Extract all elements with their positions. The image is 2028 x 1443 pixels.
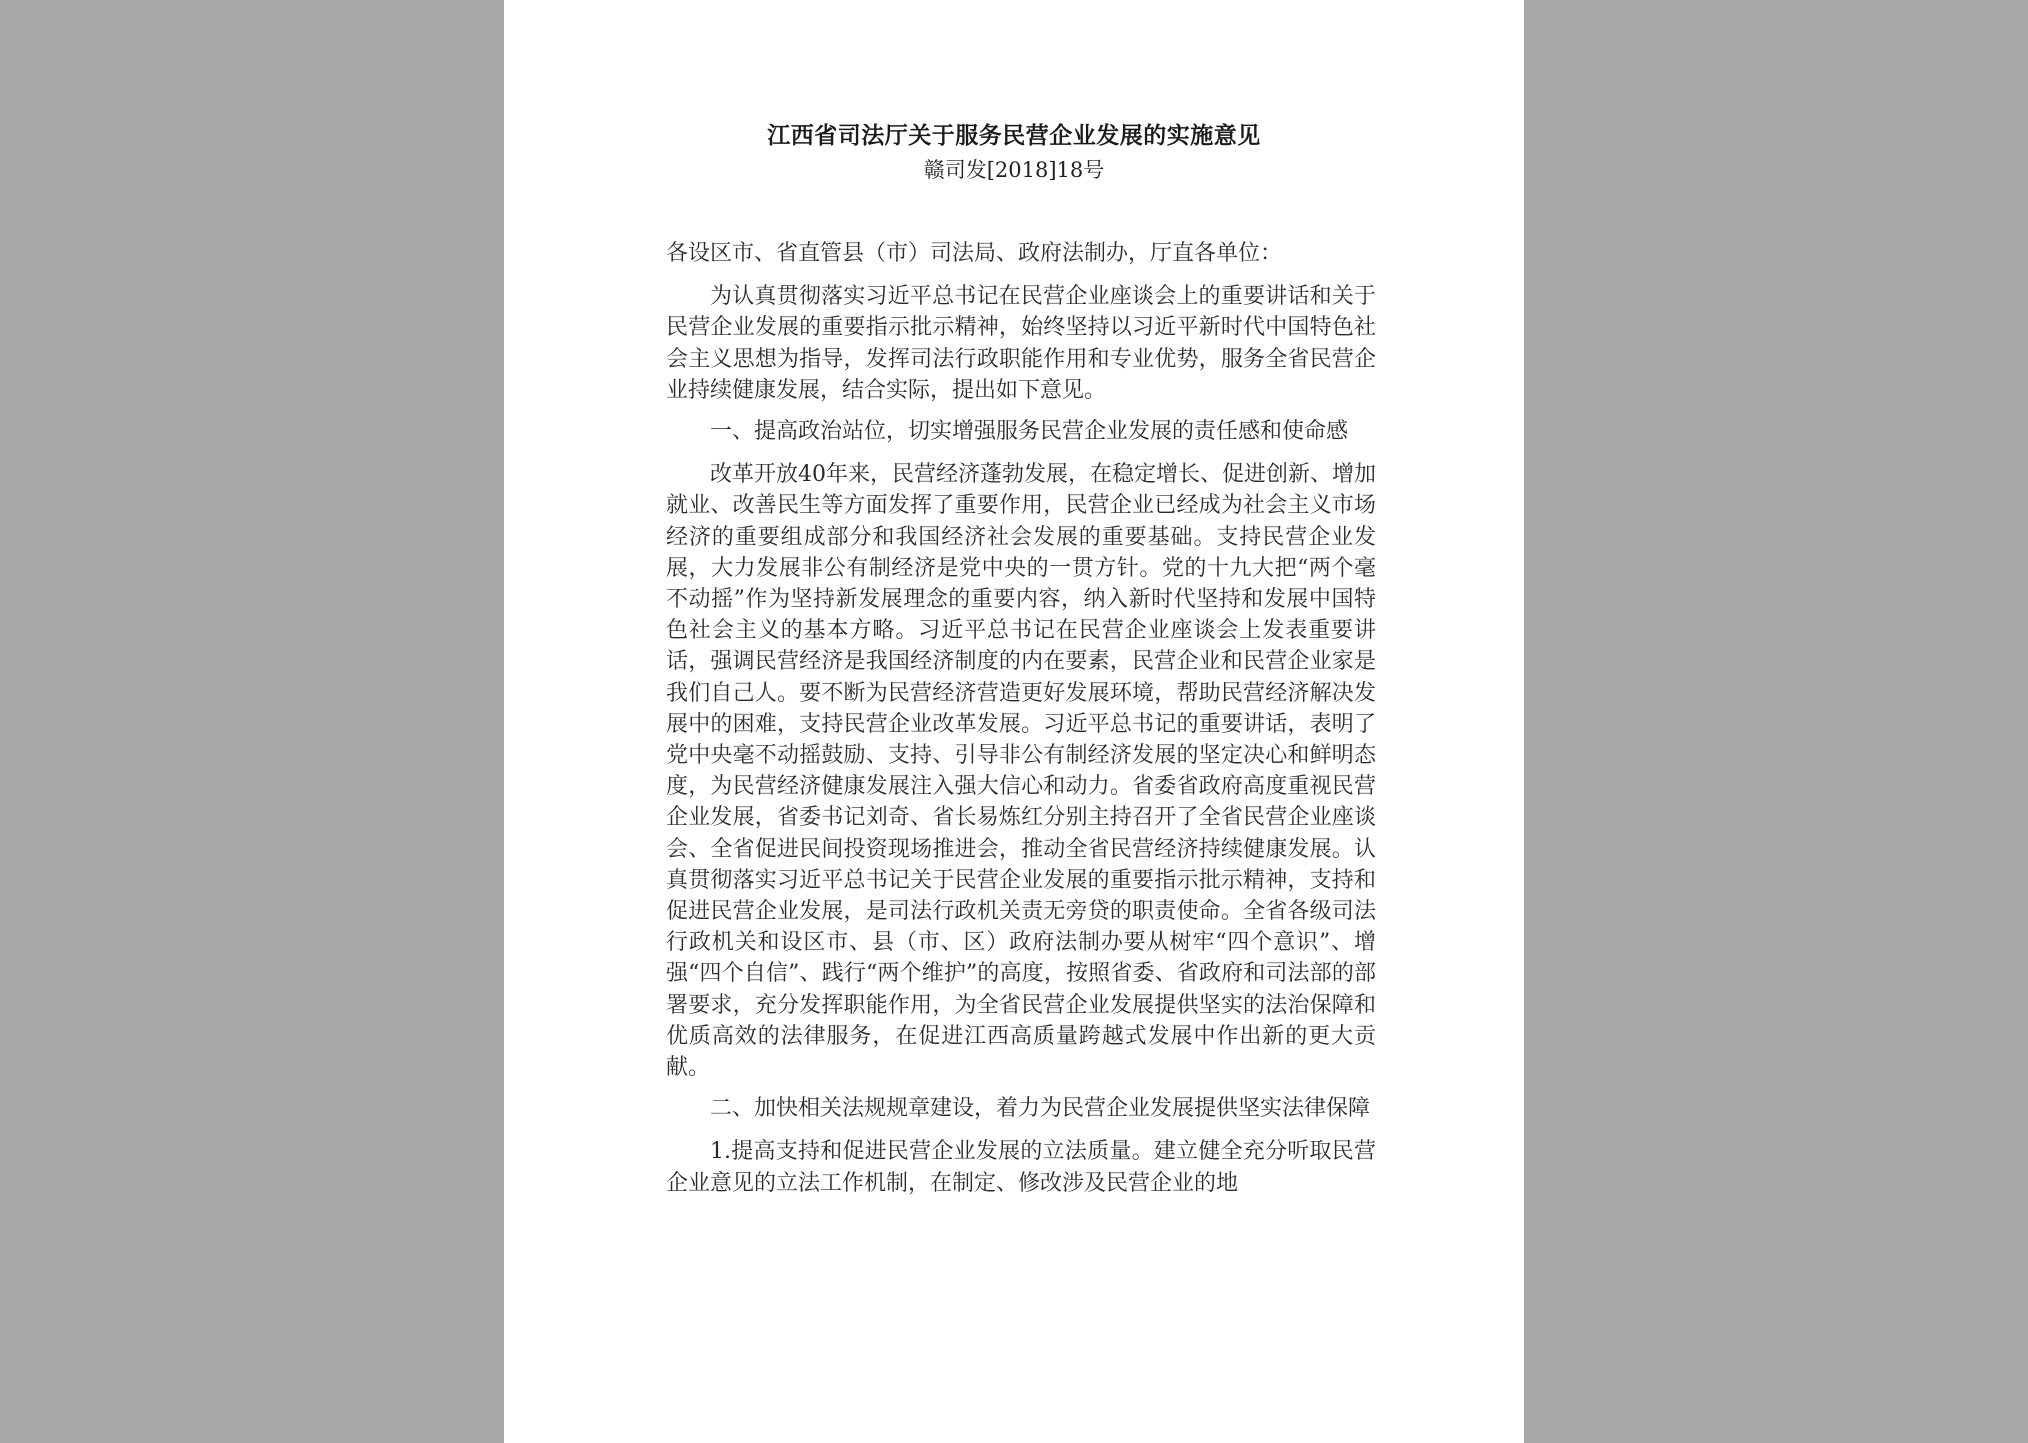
salutation: 各设区市、省直管县（市）司法局、政府法制办，厅直各单位： xyxy=(666,241,1283,266)
document-title: 江西省司法厅关于服务民营企业发展的实施意见 xyxy=(767,122,1261,149)
section-heading-1: 一、提高政治站位，切实增强服务民营企业发展的责任感和使命感 xyxy=(710,419,1349,445)
intro-paragraph: 为认真贯彻落实习近平总书记在民营企业座谈会上的重要讲话和关于民营企业发展的重要指示批示精神，始终坚持以习近平新时代中国特色社会主义思想为指导，发挥司法行政职能作用和专业优势，服务全省民营企业持续健康发展，结合实际，提出如下意见。 xyxy=(666,284,1376,403)
document-body xyxy=(666,238,1376,1209)
section-heading-2: 二、加快相关法规规章建设，着力为民营企业发展提供坚实法律保障 xyxy=(710,1096,1371,1122)
document-number: 赣司发[2018]18号 xyxy=(923,158,1105,182)
item-paragraph-1: 1.提高支持和促进民营企业发展的立法质量。建立健全充分听取民营企业意见的立法工作机制，在制定、修改涉及民营企业的地 xyxy=(666,1139,1376,1196)
section-paragraph-1: 改革开放40年来，民营经济蓬勃发展，在稳定增长、促进创新、增加就业、改善民生等方面发挥了重要作用，民营企业已经成为社会主义市场经济的重要组成部分和我国经济社会发展的重要基础。支持民营企业发展，大力发展非公有制经济是党中央的一贯方针。党的十九大把“两个毫不动摇”作为坚持新发展理念的重要内容，纳入新时代坚持和发展中国特色社会主义的基本方略。习近平总书记在民营企业座谈会上发表重要讲话，强调民营经济是我国经济制度的内在要素，民营企业和民营企业家是我们自己人。要不断为民营经济营造更好发展环境，帮助民营经济解决发展中的困难，支持民营企业改革发展。习近平总书记的重要讲话，表明了党中央毫不动摇鼓励、支持、引导非公有制经济发展的坚定决心和鲜明态度，为民营经济健康发展注入强大信心和动力。省委省政府高度重视民营企业发展，省委书记刘奇、省长易炼红分别主持召开了全省民营企业座谈会、全省促进民间投资现场推进会，推动全省民营经济持续健康发展。认真贯彻落实习近平总书记关于民营企业发展的重要指示批示精神，支持和促进民营企业发展，是司法行政机关责无旁贷的职责使命。全省各级司法行政机关和设区市、县（市、区）政府法制办要从树牢“四个意识”、增强“四个自信”、践行“两个维护”的高度，按照省委、省政府和司法部的部署要求，充分发挥职能作用，为全省民营企业发展提供坚实的法治保障和优质高效的法律服务，在促进江西高质量跨越式发展中作出新的更大贡献。 xyxy=(666,462,1376,1081)
document-page xyxy=(504,0,1524,1443)
